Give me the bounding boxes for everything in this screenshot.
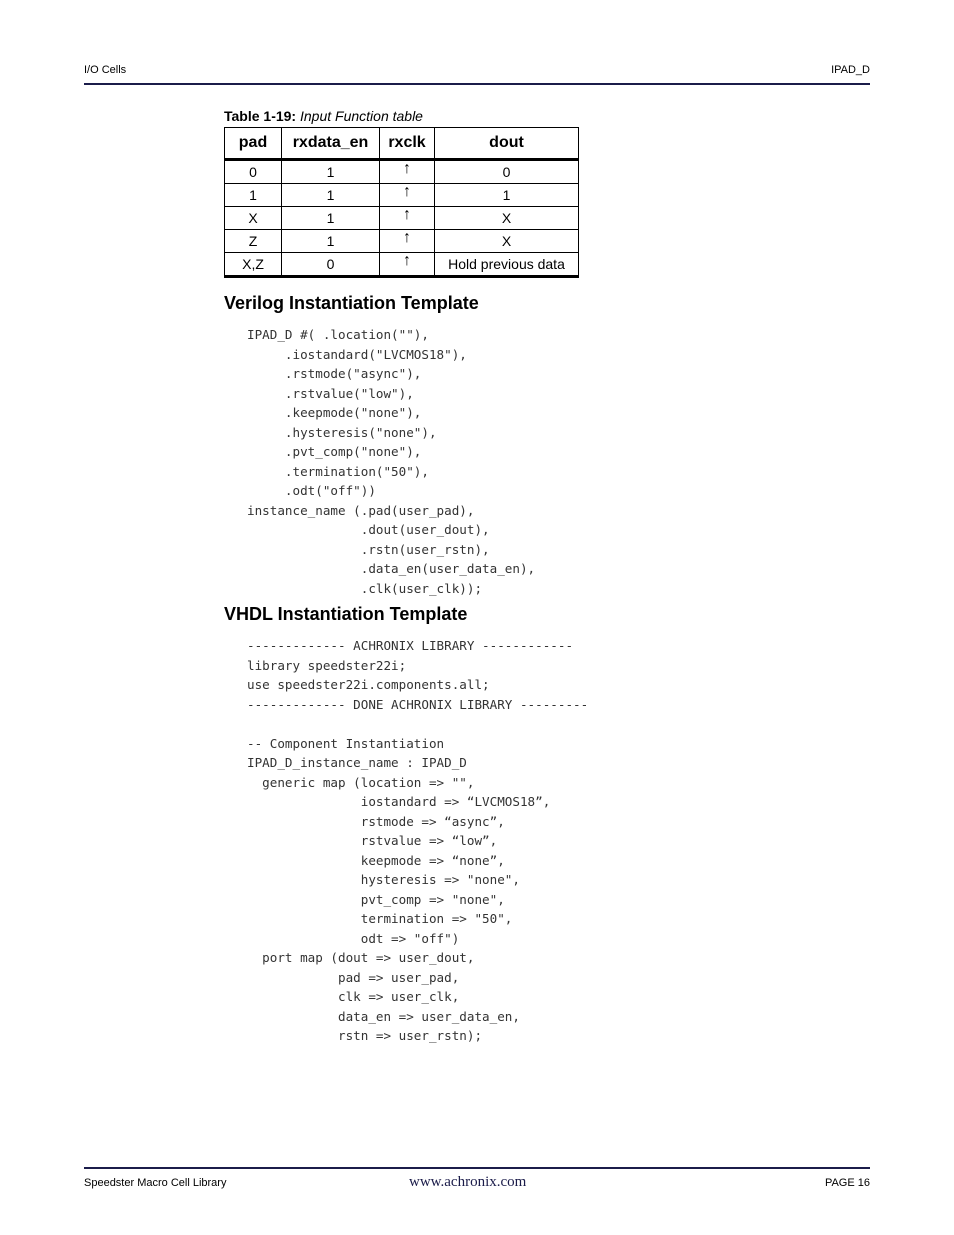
cell-rxdata-en: 0 <box>282 253 380 277</box>
table-row <box>225 253 579 277</box>
footer-website-link[interactable]: www.achronix.com <box>409 1174 527 1190</box>
table-row <box>225 160 579 184</box>
footer-document-title: Speedster Macro Cell Library <box>84 1177 227 1189</box>
table-row <box>225 184 579 207</box>
column-header-dout: dout <box>435 128 579 160</box>
input-function-table <box>224 127 579 278</box>
cell-dout: 1 <box>435 184 579 207</box>
cell-dout: X <box>435 207 579 230</box>
cell-dout: X <box>435 230 579 253</box>
cell-rxclk <box>380 230 435 253</box>
cell-dout: Hold previous data <box>435 253 579 277</box>
table-row <box>225 207 579 230</box>
cell-pad: 1 <box>225 184 282 207</box>
rising-edge-arrow-icon: ↑ <box>403 160 411 177</box>
cell-rxclk <box>380 207 435 230</box>
table-caption <box>224 108 423 124</box>
header-section-title: I/O Cells <box>84 64 127 76</box>
vhdl-heading: VHDL Instantiation Template <box>224 604 468 624</box>
table-caption-label: Table 1-19: <box>224 108 297 124</box>
cell-rxdata-en: 1 <box>282 207 380 230</box>
vhdl-code-block: ------------- ACHRONIX LIBRARY ------------ library speedster22i; use speedster22i.components.all; ------------- DONE ACHRONIX LIBRARY --------- -- Component Instantiation IPAD_D_instance_name : IPAD_D generic map (location => "", iostandard => “LVCMOS18”, rstmode => “async”, rstvalue => “low”, keepmode => “none”, hysteresis => "none", pvt_comp => "none", termination => "50", odt => "off") port map (dout => user_dout, pad => user_pad, clk => user_clk, data_en => user_data_en, rstn => user_rstn); <box>247 638 589 1043</box>
cell-pad: X,Z <box>225 253 282 277</box>
table-row <box>225 230 579 253</box>
rising-edge-arrow-icon: ↑ <box>403 229 411 246</box>
rising-edge-arrow-icon: ↑ <box>403 206 411 223</box>
cell-pad: X <box>225 207 282 230</box>
cell-rxclk <box>380 253 435 277</box>
rising-edge-arrow-icon: ↑ <box>403 252 411 269</box>
header-cell-name: IPAD_D <box>831 64 870 76</box>
table-header-row <box>225 128 579 160</box>
column-header-rxclk: rxclk <box>380 128 435 160</box>
verilog-heading: Verilog Instantiation Template <box>224 293 479 313</box>
cell-rxclk <box>380 160 435 184</box>
cell-rxdata-en: 1 <box>282 184 380 207</box>
cell-rxdata-en: 1 <box>282 230 380 253</box>
table-caption-title: Input Function table <box>300 108 423 124</box>
verilog-code-block: IPAD_D #( .location(""), .iostandard("LVCMOS18"), .rstmode("async"), .rstvalue("low"), .keepmode("none"), .hysteresis("none"), .pvt_comp("none"), .termination("50"), .odt("off")) instance_name (.pad(user_pad), .dout(user_dout), .rstn(user_rstn), .data_en(user_data_en), .clk(user_clk)); <box>247 327 536 596</box>
cell-dout: 0 <box>435 160 579 184</box>
rising-edge-arrow-icon: ↑ <box>403 183 411 200</box>
header-divider <box>84 83 870 85</box>
footer-divider <box>84 1167 870 1169</box>
footer-page-number: PAGE 16 <box>824 1177 870 1189</box>
column-header-rxdata-en: rxdata_en <box>282 128 380 160</box>
cell-pad: 0 <box>225 160 282 184</box>
cell-pad: Z <box>225 230 282 253</box>
cell-rxclk <box>380 184 435 207</box>
column-header-pad: pad <box>225 128 282 160</box>
cell-rxdata-en: 1 <box>282 160 380 184</box>
